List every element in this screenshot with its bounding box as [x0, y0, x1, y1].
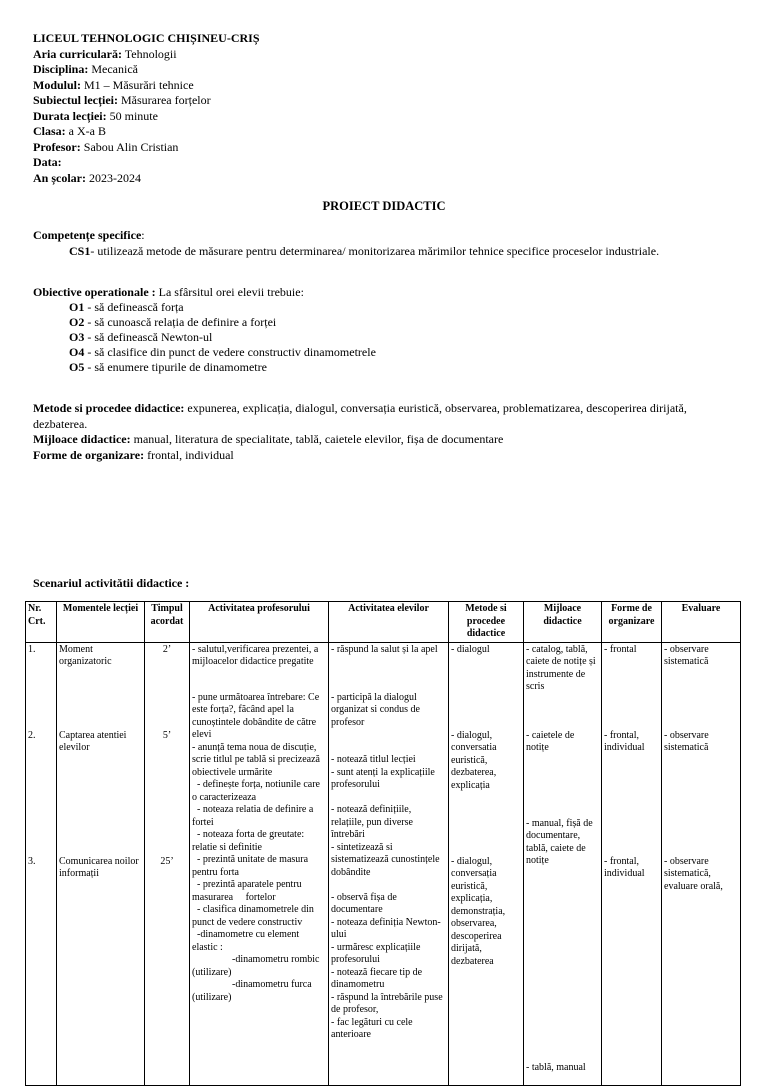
allotted-time: 5’ — [162, 729, 172, 741]
header-field: Subiectul lecției: Măsurarea forțelor — [33, 93, 211, 107]
objective-item: O3 - să definească Newton-ul — [69, 330, 213, 344]
lesson-moment: Captarea atentiei elevilor — [59, 729, 127, 753]
student-activity: - răspund la salut și la apel — [331, 643, 438, 655]
header-teacher-activity: Activitatea profesorului — [190, 602, 329, 643]
didactic-means: - tablă, manual — [526, 1061, 586, 1073]
header-field: Clasa: a X-a B — [33, 124, 106, 138]
lesson-moment: Moment organizatoric — [59, 643, 112, 667]
objective-item: O5 - să enumere tipurile de dinamometre — [69, 360, 267, 374]
header-field: Aria curriculară: Tehnologii — [33, 46, 177, 61]
table-row — [26, 642, 741, 1085]
objective-item: O4 - să clasifice din punct de vedere constructiv dinamometrele — [69, 345, 376, 359]
means-line: Mijloace didactice: manual, literatura de specialitate, tablă, caietele elevilor, fișa de documentare — [33, 432, 504, 446]
lesson-scenario-table — [25, 601, 741, 1086]
organization-form: - frontal — [604, 643, 637, 655]
header-means: Mijloace didactice — [524, 602, 602, 643]
header-field: An școlar: 2023-2024 — [33, 170, 141, 185]
header-moments: Momentele lecției — [57, 602, 145, 643]
forms-line: Forme de organizare: frontal, individual — [33, 447, 234, 462]
document-title: PROIECT DIDACTIC — [322, 199, 446, 213]
row-number: 3. — [28, 855, 36, 867]
didactic-means: - catalog, tablă, caiete de notițe și instrumente de scris — [526, 643, 596, 692]
allotted-time: 2’ — [162, 643, 172, 655]
didactic-means: - manual, fișă de documentare, tablă, caiete de notițe — [526, 817, 593, 866]
teacher-activity: - salutul,verificarea prezentei, a mijloacelor didactice pregatite — [192, 643, 321, 667]
student-activity: - participă la dialogul organizat si condus de profesor - notează titlul lecției - sunt atenți la explicațiile profesorului - notează definițiile, relațiile, pun diverse întrebări - sintetizează si sistematizează cunostințele dobândite - observă fișa de documentare - noteaza definiția Newton-ului - urmăresc explicațiile profesorului - notează fiecare tip de dinamometru - răspund la întrebările puse de profesor, - fac legături cu cele anterioare — [331, 691, 443, 1040]
teacher-activity: - pune următoarea întrebare: Ce este forța?, făcând apel la cunoștintele dobândite de către elevi - anunță tema noua de discuție, scrie titlul pe tablă si precizează obiectivele urmărite - definește forța, notiunile care o caracterizeaza - noteaza relatia de definire a fortei - noteaza forta de greutate: relatie si definitie - prezintă unitate de masura pentru forta - prezintă aparatele pentru masurarea fortelor - clasifica dinamometrele din punct de vedere constructiv -dinamometre cu element elastic : -dinamometru rombic (utilizare) -dinamometru furca (utilizare) — [192, 691, 320, 1003]
didactic-methods: - dialogul — [451, 643, 490, 655]
header-field: Modulul: M1 – Măsurări tehnice — [33, 77, 194, 92]
didactic-means: - caietele de notițe — [526, 729, 575, 753]
organization-form: - frontal, individual — [604, 855, 645, 879]
header-field: Profesor: Sabou Alin Cristian — [33, 139, 179, 154]
header-field: Disciplina: Mecanică — [33, 62, 138, 76]
objective-item: O1 - să definească forța — [69, 300, 184, 314]
header-nr: Nr. Crt. — [26, 602, 57, 643]
organization-form: - frontal, individual — [604, 729, 645, 753]
row-number: 2. — [28, 729, 36, 741]
evaluation: - observare sistematică, evaluare orală, — [664, 855, 723, 892]
objectives-section: Obiective operationale : La sfârsitul orei elevii trebuie: O1 - să definească forța O2 - să cunoască relația de definire a forței O3 - să definească Newton-ul O4 - să clasifice din punct de vedere constructiv dinamometrele O5 - să enumere tipurile de dinamometre — [33, 285, 748, 375]
competences-section: Competențe specifice: CS1- utilizează metode de măsurare pentru determinarea/ monitorizarea mărimilor tehnice specifice proceselor industriale. — [33, 228, 660, 258]
header-methods: Metode si procedee didactice — [449, 602, 524, 643]
school-name: LICEUL TEHNOLOGIC CHIȘINEU-CRIȘ — [33, 31, 260, 45]
scenario-title: Scenariul activitătii didactice : — [33, 576, 190, 590]
row-number: 1. — [28, 643, 36, 655]
didactic-methods: - dialogul, conversația euristică, explicația, demonstrația, observarea, descoperirea dirijată, dezbaterea — [451, 855, 506, 967]
lesson-moment: Comunicarea noilor informații — [59, 855, 139, 879]
didactic-methods: - dialogul, conversatia euristică, dezbaterea, explicația — [451, 729, 497, 791]
methods-line: Metode si procedee didactice: expunerea, explicația, dialogul, conversația euristică, observarea, problematizarea, descoperirea dirijată, dezbaterea. — [33, 401, 687, 431]
table-header-row — [26, 602, 741, 643]
evaluation: - observare sistematică — [664, 643, 709, 667]
evaluation: - observare sistematică — [664, 729, 709, 753]
header-evaluation: Evaluare — [662, 602, 741, 643]
methods-section — [33, 401, 743, 463]
header-field: Durata lecției: 50 minute — [33, 108, 158, 123]
header-forms: Forme de organizare — [602, 602, 662, 643]
header-student-activity: Activitatea elevilor — [329, 602, 449, 643]
header-field: Data: — [33, 155, 62, 169]
objective-item: O2 - să cunoască relația de definire a forței — [69, 315, 277, 329]
lesson-header — [33, 31, 260, 186]
header-time: Timpul acordat — [145, 602, 190, 643]
allotted-time: 25’ — [160, 855, 174, 867]
